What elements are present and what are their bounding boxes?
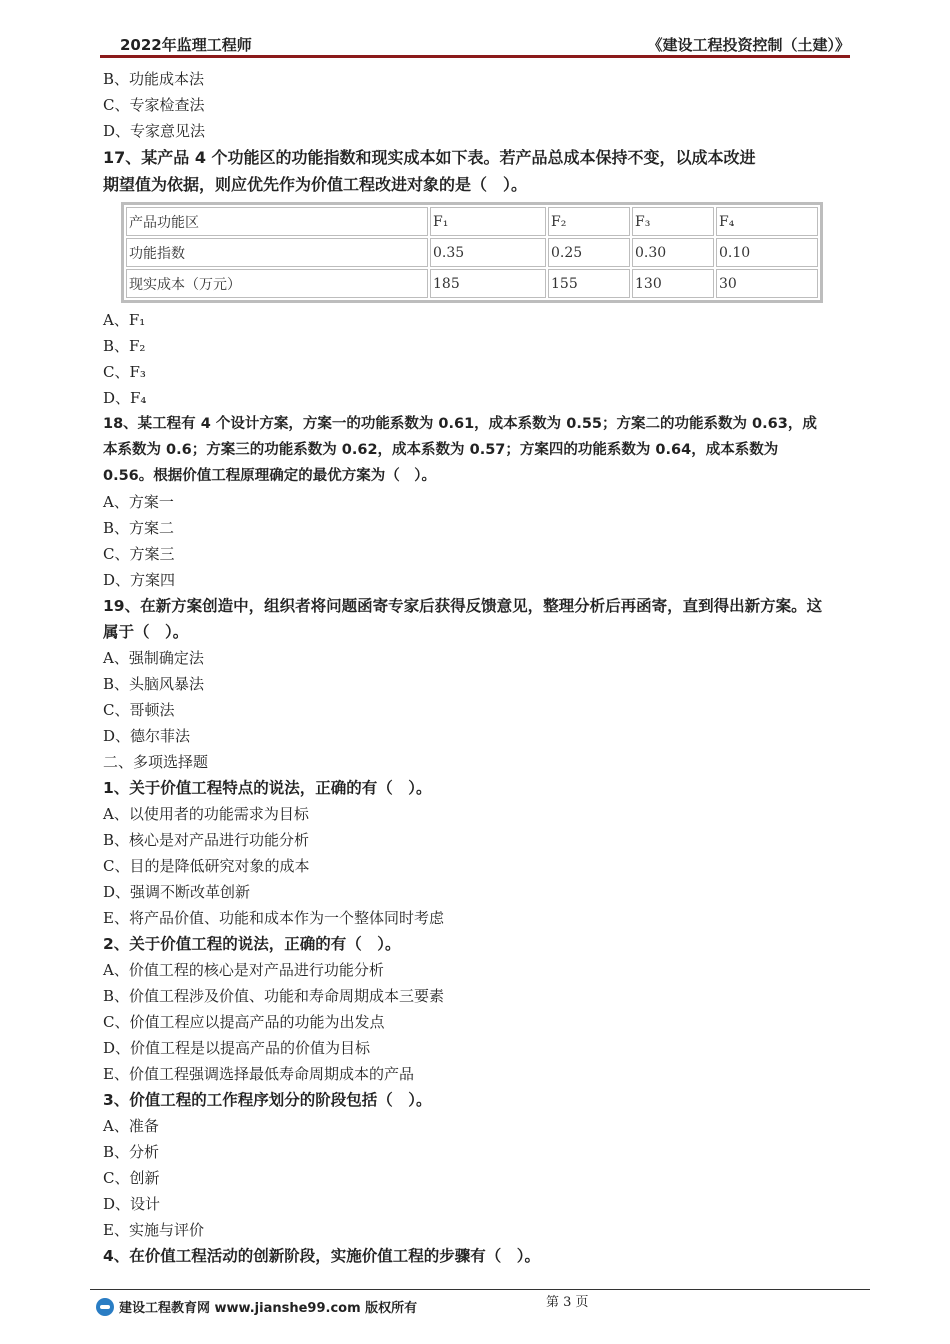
question-19-stem: 19、在新方案创造中，组织者将问题函寄专家后获得反馈意见，整理分析后再函寄，直到得出新方案。这 [103,597,823,615]
option-line: B、方案二 [103,519,175,537]
table-cell: 0.35 [430,238,546,267]
page-content [103,66,853,1269]
table-cell: F₃ [632,207,714,236]
table-cell: 产品功能区 [126,207,428,236]
option-line: A、方案一 [103,493,174,511]
option-line: E、将产品价值、功能和成本作为一个整体同时考虑 [103,909,444,927]
option-line: E、价值工程强调选择最低寿命周期成本的产品 [103,1065,414,1083]
table-row [126,238,818,267]
option-line: E、实施与评价 [103,1221,204,1239]
table-cell: F₄ [716,207,818,236]
option-line: A、准备 [103,1117,159,1135]
footer-rule [90,1289,870,1290]
table-cell: 0.30 [632,238,714,267]
table-row [126,207,818,236]
site-logo-icon [96,1298,114,1316]
multi-question-1-stem: 1、关于价值工程特点的说法，正确的有（ ）。 [103,779,432,797]
option-line: B、头脑风暴法 [103,675,205,693]
table-cell: 130 [632,269,714,298]
table-cell: 185 [430,269,546,298]
table-row [126,269,818,298]
option-line: A、强制确定法 [103,649,204,667]
option-line: C、创新 [103,1169,160,1187]
function-cost-table [121,202,823,303]
question-17-stem: 期望值为依据，则应优先作为价值工程改进对象的是（ ）。 [103,175,528,194]
option-line: D、F₄ [103,389,147,407]
option-line: D、德尔菲法 [103,727,191,745]
option-line: D、专家意见法 [103,122,206,140]
option-line: A、F₁ [103,311,146,329]
option-line: D、强调不断改革创新 [103,883,251,901]
option-line: C、F₃ [103,363,146,381]
table-cell: F₁ [430,207,546,236]
table-cell: F₂ [548,207,630,236]
option-line: D、设计 [103,1195,161,1213]
option-line: C、价值工程应以提高产品的功能为出发点 [103,1013,385,1031]
table-cell: 现实成本（万元） [126,269,428,298]
option-line: C、专家检查法 [103,96,205,114]
table-cell: 30 [716,269,818,298]
question-17-stem: 17、某产品 4 个功能区的功能指数和现实成本如下表。若产品总成本保持不变，以成本改进 [103,148,756,167]
option-line: B、价值工程涉及价值、功能和寿命周期成本三要素 [103,987,445,1005]
option-line: C、哥顿法 [103,701,175,719]
table-cell: 功能指数 [126,238,428,267]
section-heading: 二、多项选择题 [103,753,209,771]
option-line: D、方案四 [103,571,176,589]
header-exam-title: 2022年监理工程师 [120,36,252,54]
page-footer [90,1289,870,1316]
table-cell: 155 [548,269,630,298]
multi-question-3-stem: 3、价值工程的工作程序划分的阶段包括（ ）。 [103,1091,432,1109]
question-18-stem: 0.56。根据价值工程原理确定的最优方案为（ ）。 [103,468,437,484]
table-cell: 0.25 [548,238,630,267]
option-line: B、分析 [103,1143,160,1161]
option-line: B、功能成本法 [103,70,205,88]
multi-question-4-stem: 4、在价值工程活动的创新阶段，实施价值工程的步骤有（ ）。 [103,1247,541,1265]
header-book-title: 《建设工程投资控制（土建）》 [647,36,850,54]
page-number: 第 3 页 [546,1295,589,1310]
table-cell: 0.10 [716,238,818,267]
option-line: D、价值工程是以提高产品的价值为目标 [103,1039,371,1057]
page-header [100,30,850,54]
header-rule [100,55,850,58]
footer-site [96,1297,417,1316]
option-line: B、核心是对产品进行功能分析 [103,831,310,849]
option-line: C、目的是降低研究对象的成本 [103,857,310,875]
option-line: A、价值工程的核心是对产品进行功能分析 [103,961,384,979]
option-line: A、以使用者的功能需求为目标 [103,805,309,823]
question-18-stem: 本系数为 0.6；方案三的功能系数为 0.62，成本系数为 0.57；方案四的功能系数为 0.64，成本系数为 [103,442,779,458]
question-19-stem: 属于（ ）。 [103,623,189,641]
option-line: C、方案三 [103,545,175,563]
multi-question-2-stem: 2、关于价值工程的说法，正确的有（ ）。 [103,935,401,953]
option-line: B、F₂ [103,337,146,355]
footer-site-text: 建设工程教育网 www.jianshe99.com 版权所有 [119,1301,418,1316]
question-18-stem: 18、某工程有 4 个设计方案，方案一的功能系数为 0.61，成本系数为 0.55；方案二的功能系数为 0.63，成 [103,416,817,432]
